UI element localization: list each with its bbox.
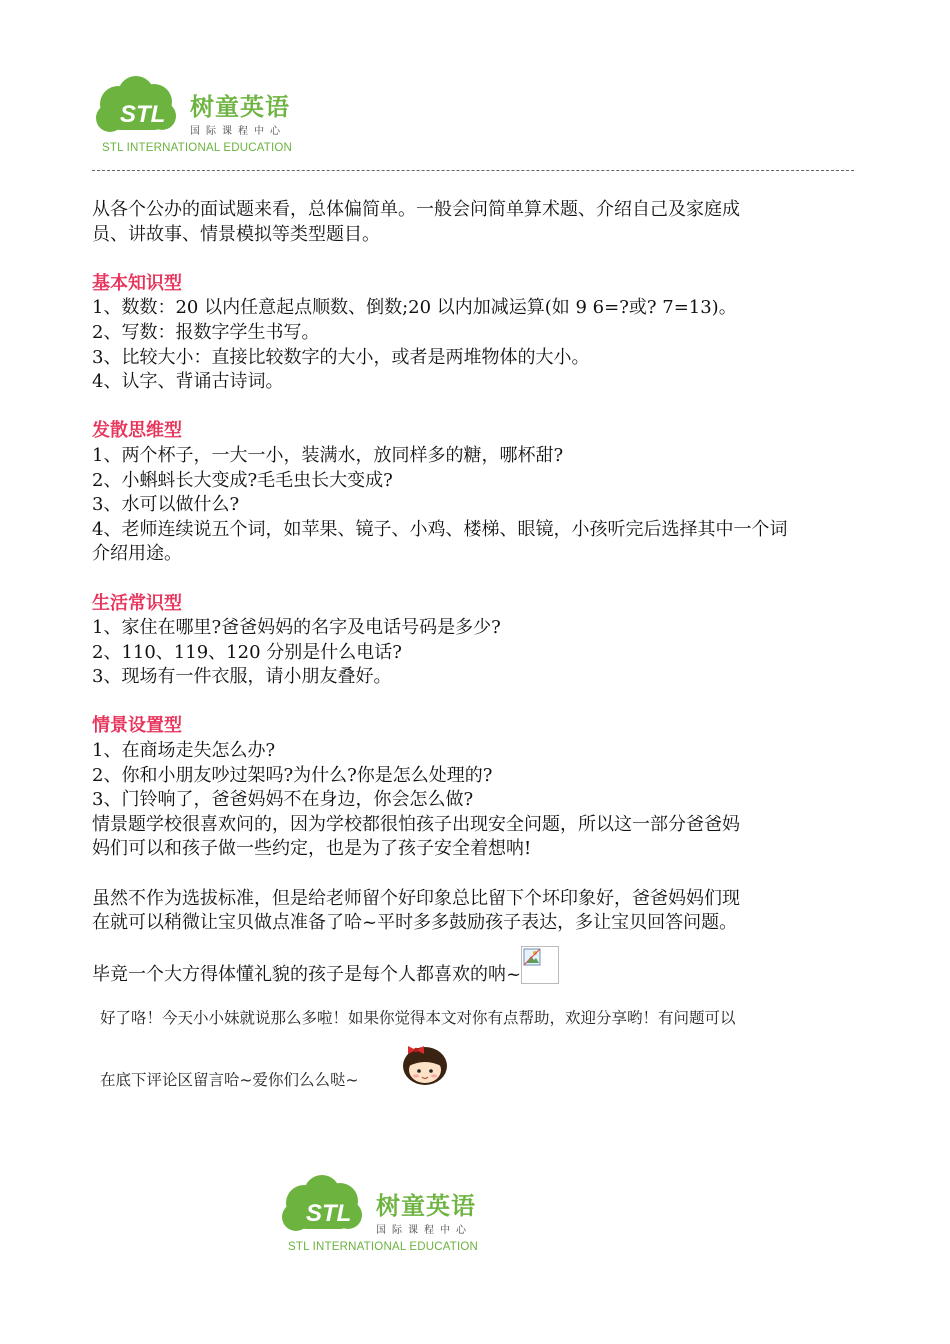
closing-line: 虽然不作为选拔标准，但是给老师留个好印象总比留下个坏印象好，爸爸妈妈们现 bbox=[92, 887, 740, 909]
final-line bbox=[92, 946, 862, 988]
list-item: 3、门铃响了，爸爸妈妈不在身边，你会怎么做? bbox=[92, 789, 474, 811]
tree-logo-icon bbox=[92, 74, 184, 138]
list-item: 2、写数：报数字学生书写。 bbox=[92, 321, 320, 343]
header-logo bbox=[92, 74, 293, 154]
section-heading: 生活常识型 bbox=[92, 592, 182, 614]
brand-english: STL INTERNATIONAL EDUCATION bbox=[102, 142, 293, 154]
intro-line: 从各个公办的面试题来看，总体偏简单。一般会问简单算术题、介绍自己及家庭成 bbox=[92, 199, 740, 220]
list-item: 4、认字、背诵古诗词。 bbox=[92, 371, 284, 393]
article-body bbox=[92, 198, 862, 987]
list-item: 1、在商场走失怎么办? bbox=[92, 740, 276, 762]
list-item: 妈们可以和孩子做一些约定，也是为了孩子安全着想呐! bbox=[92, 838, 532, 860]
list-item: 介绍用途。 bbox=[92, 543, 182, 565]
list-item: 1、数数：20 以内任意起点顺数、倒数;20 以内加减运算(如 9 6=?或? 7=13)。 bbox=[92, 297, 737, 319]
brand-name: 树童英语 bbox=[190, 93, 290, 121]
list-item: 3、比较大小：直接比较数字的大小，或者是两堆物体的大小。 bbox=[92, 346, 590, 368]
brand-english: STL INTERNATIONAL EDUCATION bbox=[288, 1241, 479, 1253]
svg-text:STL: STL bbox=[306, 1200, 352, 1227]
list-item: 2、小蝌蚪长大变成?毛毛虫长大变成? bbox=[92, 469, 393, 491]
list-item: 3、现场有一件衣服，请小朋友叠好。 bbox=[92, 666, 392, 688]
list-item: 2、你和小朋友吵过架吗?为什么?你是怎么处理的? bbox=[92, 764, 493, 786]
list-item: 情景题学校很喜欢问的，因为学校都很怕孩子出现安全问题，所以这一部分爸爸妈 bbox=[92, 813, 740, 835]
list-item: 1、家住在哪里?爸爸妈妈的名字及电话号码是多少? bbox=[92, 617, 501, 639]
section-heading: 基本知识型 bbox=[92, 272, 182, 294]
tree-logo-icon bbox=[278, 1173, 370, 1237]
footer-line: 在底下评论区留言哈~爱你们么么哒~ bbox=[100, 1071, 359, 1089]
brand-name: 树童英语 bbox=[376, 1192, 476, 1220]
list-item: 4、老师连续说五个词，如苹果、镜子、小鸡、楼梯、眼镜，小孩听完后选择其中一个词 bbox=[92, 518, 788, 540]
intro-line: 员、讲故事、情景模拟等类型题目。 bbox=[92, 223, 380, 245]
header-divider bbox=[92, 170, 854, 171]
footer-logo bbox=[278, 1173, 479, 1253]
list-item: 2、110、119、120 分别是什么电话? bbox=[92, 641, 402, 663]
brand-subtitle: 国际课程中心 bbox=[190, 126, 286, 137]
final-line-text: 毕竟一个大方得体懂礼貌的孩子是每个人都喜欢的呐~ bbox=[92, 963, 522, 985]
section-heading: 情景设置型 bbox=[92, 715, 182, 737]
brand-subtitle: 国际课程中心 bbox=[376, 1225, 472, 1236]
list-item: 3、水可以做什么? bbox=[92, 494, 240, 516]
girl-emoji-icon bbox=[398, 1040, 452, 1086]
broken-image-icon bbox=[521, 946, 559, 984]
section-heading: 发散思维型 bbox=[92, 420, 182, 442]
svg-text:STL: STL bbox=[120, 101, 166, 128]
closing-line: 在就可以稍微让宝贝做点准备了哈~平时多多鼓励孩子表达，多让宝贝回答问题。 bbox=[92, 912, 738, 934]
footer-line: 好了咯！今天小小妹就说那么多啦！如果你觉得本文对你有点帮助，欢迎分享哟！有问题可以 bbox=[100, 1009, 736, 1027]
list-item: 1、两个杯子，一大一小，装满水，放同样多的糖，哪杯甜? bbox=[92, 444, 564, 466]
